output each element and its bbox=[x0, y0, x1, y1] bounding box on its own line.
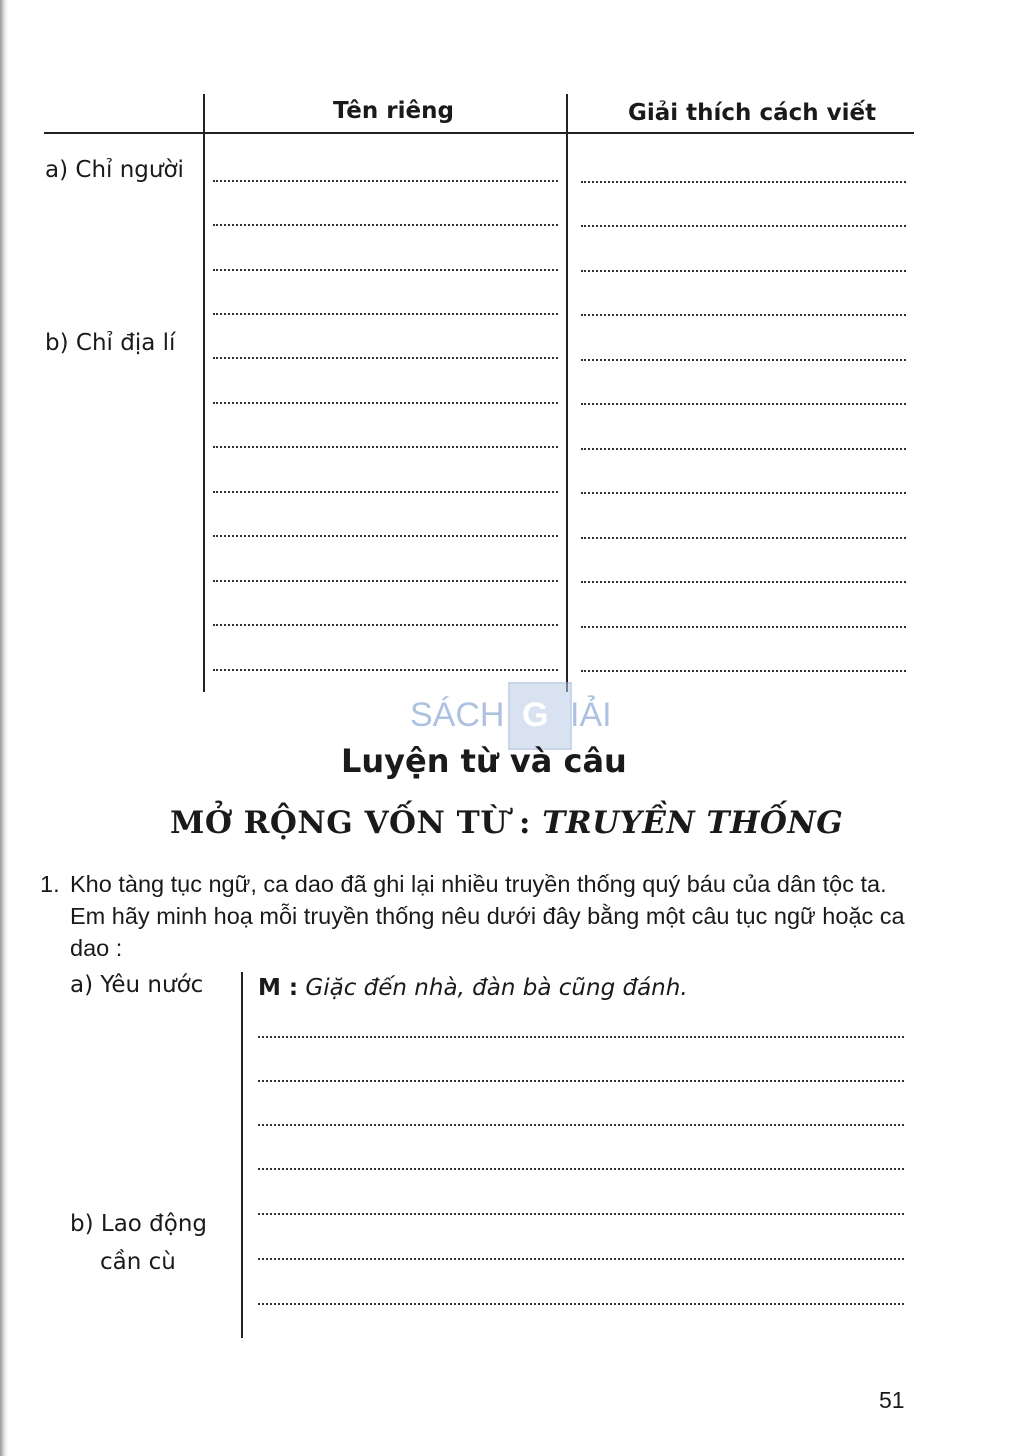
answer-line[interactable] bbox=[581, 448, 906, 450]
watermark-text-left: SÁCH bbox=[410, 696, 505, 734]
answer-line[interactable] bbox=[213, 180, 558, 182]
item-label-patriotism: a) Yêu nước bbox=[70, 972, 204, 998]
answer-line[interactable] bbox=[581, 225, 906, 227]
answer-line[interactable] bbox=[581, 314, 906, 316]
answer-line[interactable] bbox=[213, 624, 558, 626]
row-label-people: a) Chỉ người bbox=[45, 157, 184, 183]
answer-line[interactable] bbox=[213, 313, 558, 315]
item-label-diligence-line2: cần cù bbox=[100, 1249, 176, 1275]
table-divider-2 bbox=[566, 94, 568, 692]
table-header-rule bbox=[44, 132, 914, 134]
exercise-number: 1. bbox=[40, 871, 60, 897]
table-divider-1 bbox=[203, 94, 205, 692]
subtitle-topic: TRUYỀN THỐNG bbox=[542, 805, 844, 841]
subtitle-prefix: MỞ RỘNG VỐN TỪ : bbox=[170, 805, 543, 841]
answer-line[interactable] bbox=[581, 181, 906, 183]
answer-line[interactable] bbox=[258, 1036, 904, 1038]
watermark-text-box: G bbox=[522, 696, 549, 734]
column-header-proper-noun: Tên riêng bbox=[333, 98, 454, 124]
row-label-geography: b) Chỉ địa lí bbox=[45, 330, 176, 356]
answer-line[interactable] bbox=[581, 492, 906, 494]
answer-line[interactable] bbox=[581, 626, 906, 628]
answer-line[interactable] bbox=[213, 269, 558, 271]
answer-line[interactable] bbox=[258, 1213, 904, 1215]
answer-line[interactable] bbox=[213, 402, 558, 404]
answer-line[interactable] bbox=[581, 537, 906, 539]
answer-line[interactable] bbox=[258, 1080, 904, 1082]
answer-line[interactable] bbox=[258, 1303, 904, 1305]
answer-line[interactable] bbox=[258, 1124, 904, 1126]
section-subtitle bbox=[170, 805, 843, 841]
page-edge-shadow bbox=[0, 0, 8, 1456]
answer-line[interactable] bbox=[213, 224, 558, 226]
example-text: Giặc đến nhà, đàn bà cũng đánh. bbox=[305, 975, 688, 1001]
section-title: Luyện từ và câu bbox=[341, 742, 627, 780]
answer-line[interactable] bbox=[581, 270, 906, 272]
exercise-text: Kho tàng tục ngữ, ca dao đã ghi lại nhiều truyền thống quý báu của dân tộc ta. Em hãy minh hoạ mỗi truyền thống nêu dưới đây bằng một câu tục ngữ hoặc ca dao : bbox=[70, 871, 905, 961]
watermark-text-right: IẢI bbox=[570, 696, 612, 734]
answer-line[interactable] bbox=[213, 491, 558, 493]
answer-area-divider bbox=[241, 972, 243, 1338]
answer-line[interactable] bbox=[213, 357, 558, 359]
answer-line[interactable] bbox=[213, 446, 558, 448]
answer-line[interactable] bbox=[213, 669, 558, 671]
answer-line[interactable] bbox=[213, 580, 558, 582]
answer-line[interactable] bbox=[258, 1258, 904, 1260]
example-marker: M : bbox=[258, 975, 299, 1001]
answer-line[interactable] bbox=[581, 670, 906, 672]
column-header-explanation: Giải thích cách viết bbox=[628, 100, 877, 126]
item-label-diligence-line1: b) Lao động bbox=[70, 1211, 208, 1237]
answer-line[interactable] bbox=[213, 535, 558, 537]
answer-line[interactable] bbox=[258, 1168, 904, 1170]
exercise-prompt bbox=[40, 868, 920, 964]
page-number: 51 bbox=[879, 1387, 905, 1413]
answer-line[interactable] bbox=[581, 403, 906, 405]
example-answer bbox=[258, 975, 688, 1001]
answer-line[interactable] bbox=[581, 359, 906, 361]
answer-line[interactable] bbox=[581, 581, 906, 583]
